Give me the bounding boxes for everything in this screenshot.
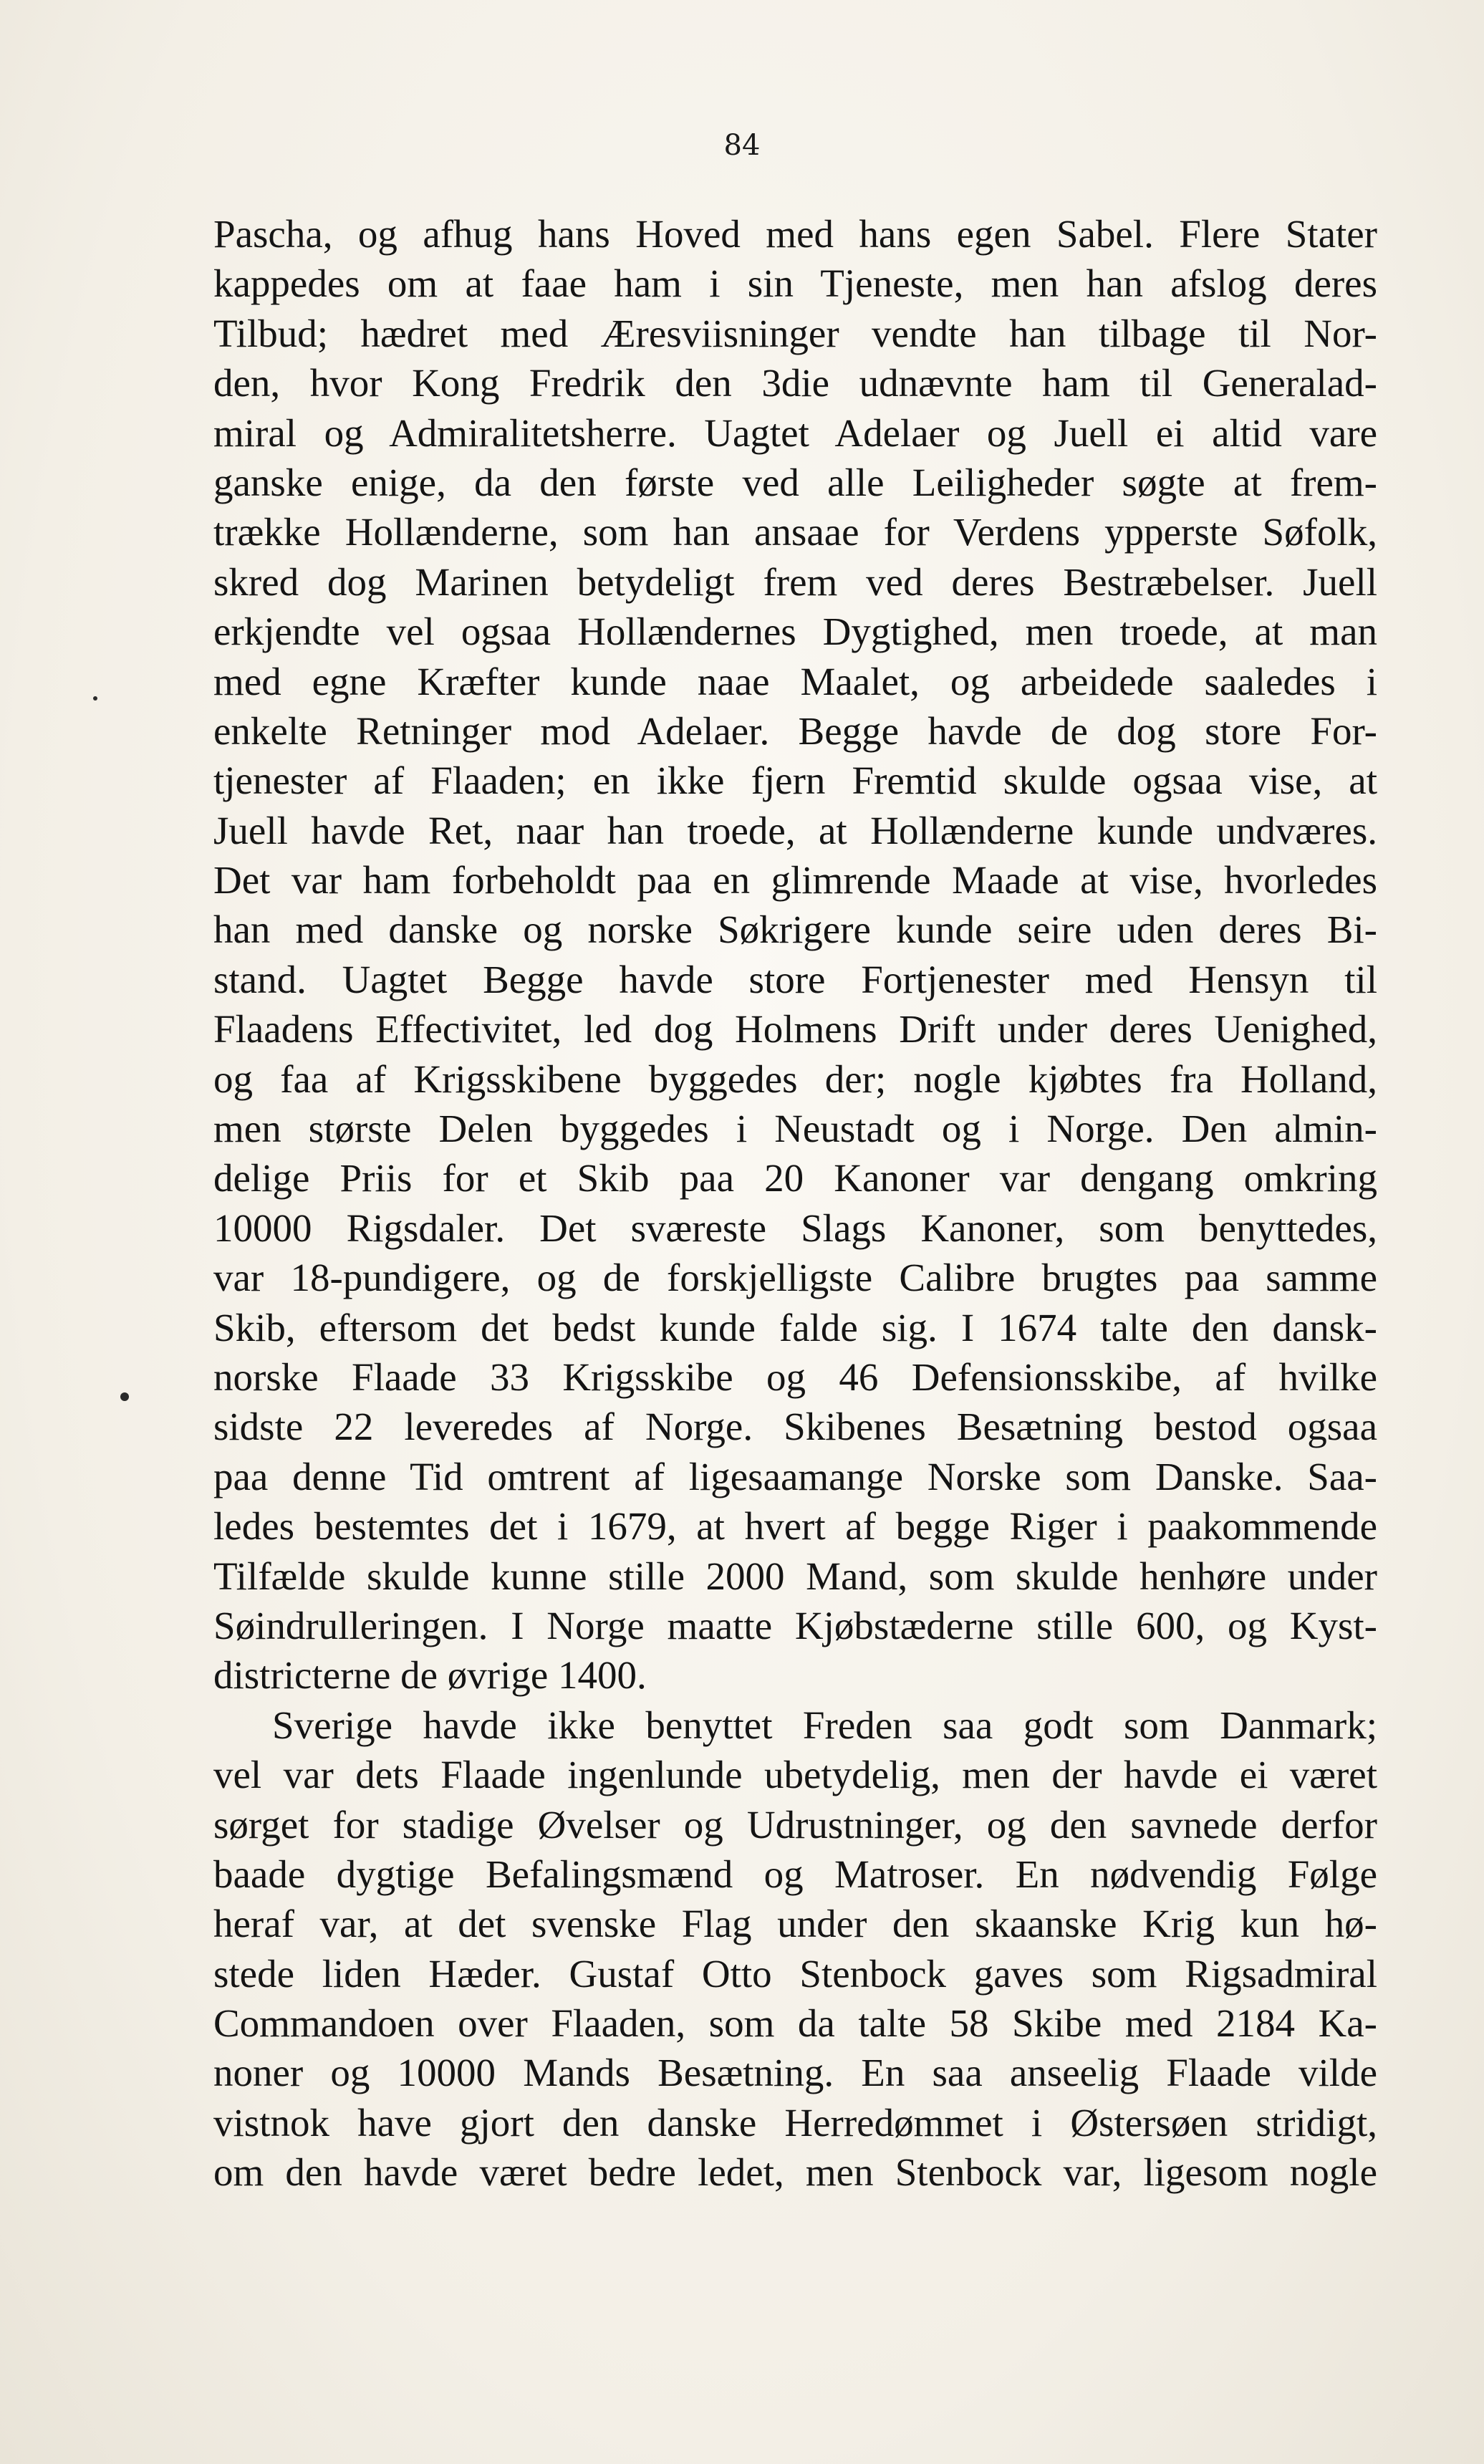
text-line: skred dog Marinen betydeligt frem ved deres Bestræbelser. Juell bbox=[213, 559, 1377, 604]
text-line: Commandoen over Flaaden, som da talte 58 Skibe med 2184 Ka- bbox=[213, 2001, 1377, 2046]
text-line: Flaadens Effectivitet, led dog Holmens Drift under deres Uenighed, bbox=[213, 1007, 1377, 1051]
text-line: men største Delen byggedes i Neustadt og i Norge. Den almin- bbox=[213, 1107, 1377, 1151]
text-line: den, hvor Kong Fredrik den 3die udnævnte ham til Generalad- bbox=[213, 361, 1377, 405]
text-line: og faa af Krigsskibene byggedes der; nogle kjøbtes fra Holland, bbox=[213, 1057, 1377, 1101]
page-number: 84 bbox=[723, 129, 761, 162]
text-line: vel var dets Flaade ingenlunde ubetydelig, men der havde ei været bbox=[213, 1753, 1377, 1797]
text-line: noner og 10000 Mands Besætning. En saa anseelig Flaade vilde bbox=[213, 2051, 1377, 2095]
text-line: tjenester af Flaaden; en ikke fjern Fremtid skulde ogsaa vise, at bbox=[213, 759, 1377, 803]
text-line: Tilbud; hædret med Æresviisninger vendte han tilbage til Nor- bbox=[213, 311, 1377, 355]
text-line: erkjendte vel ogsaa Hollændernes Dygtighed, men troede, at man bbox=[213, 610, 1377, 654]
text-line: Skib, eftersom det bedst kunde falde sig. I 1674 talte den dansk- bbox=[213, 1305, 1377, 1349]
text-line: var 18-pundigere, og de forskjelligste Calibre brugtes paa samme bbox=[213, 1256, 1377, 1300]
text-line: districterne de øvrige 1400. bbox=[213, 1653, 647, 1698]
text-line: miral og Admiralitetsherre. Uagtet Adelaer og Juell ei altid vare bbox=[213, 410, 1377, 455]
text-line: sørget for stadige Øvelser og Udrustninger, og den savnede derfor bbox=[213, 1802, 1377, 1847]
text-line: stede liden Hæder. Gustaf Otto Stenbock gaves som Rigsadmiral bbox=[213, 1951, 1377, 1996]
text-line: paa denne Tid omtrent af ligesaamange Norske som Danske. Saa- bbox=[213, 1454, 1377, 1498]
text-line: sidste 22 leveredes af Norge. Skibenes Besætning bestod ogsaa bbox=[213, 1405, 1377, 1449]
text-line: heraf var, at det svenske Flag under den skaanske Krig kun hø- bbox=[213, 1902, 1377, 1946]
text-line: trække Hollænderne, som han ansaae for Verdens ypperste Søfolk, bbox=[213, 510, 1377, 554]
text-line: ganske enige, da den første ved alle Leiligheder søgte at frem- bbox=[213, 460, 1377, 504]
ink-speck bbox=[120, 1392, 129, 1401]
text-line: kappedes om at faae ham i sin Tjeneste, men han afslog deres bbox=[213, 261, 1377, 306]
text-line: 10000 Rigsdaler. Det sværeste Slags Kanoner, som benyttedes, bbox=[213, 1205, 1377, 1250]
text-line: Sverige havde ikke benyttet Freden saa godt som Danmark; bbox=[272, 1703, 1377, 1747]
text-line: baade dygtige Befalingsmænd og Matroser. En nødvendig Følge bbox=[213, 1852, 1377, 1896]
text-line: om den havde været bedre ledet, men Stenbock var, ligesom nogle bbox=[213, 2150, 1377, 2195]
text-line: Det var ham forbeholdt paa en glimrende Maade at vise, hvorledes bbox=[213, 858, 1377, 903]
text-line: stand. Uagtet Begge havde store Fortjenester med Hensyn til bbox=[213, 957, 1377, 1001]
text-line: norske Flaade 33 Krigsskibe og 46 Defensionsskibe, af hvilke bbox=[213, 1354, 1377, 1399]
ink-speck bbox=[93, 696, 97, 701]
text-line: Juell havde Ret, naar han troede, at Hollænderne kunde undværes. bbox=[213, 808, 1377, 852]
text-line: Tilfælde skulde kunne stille 2000 Mand, som skulde henhøre under bbox=[213, 1554, 1377, 1598]
text-line: delige Priis for et Skib paa 20 Kanoner var dengang omkring bbox=[213, 1156, 1377, 1200]
text-line: han med danske og norske Søkrigere kunde seire uden deres Bi- bbox=[213, 908, 1377, 952]
text-line: Søindrulleringen. I Norge maatte Kjøbstæderne stille 600, og Kyst- bbox=[213, 1603, 1377, 1647]
text-line: vistnok have gjort den danske Herredømmet i Østersøen stridigt, bbox=[213, 2100, 1377, 2145]
text-line: Pascha, og afhug hans Hoved med hans egen Sabel. Flere Stater bbox=[213, 212, 1377, 256]
text-line: enkelte Retninger mod Adelaer. Begge havde de dog store For- bbox=[213, 708, 1377, 753]
body-text bbox=[213, 209, 1377, 2198]
text-line: ledes bestemtes det i 1679, at hvert af begge Riger i paakommende bbox=[213, 1504, 1377, 1549]
text-line: med egne Kræfter kunde naae Maalet, og arbeidede saaledes i bbox=[213, 659, 1377, 703]
